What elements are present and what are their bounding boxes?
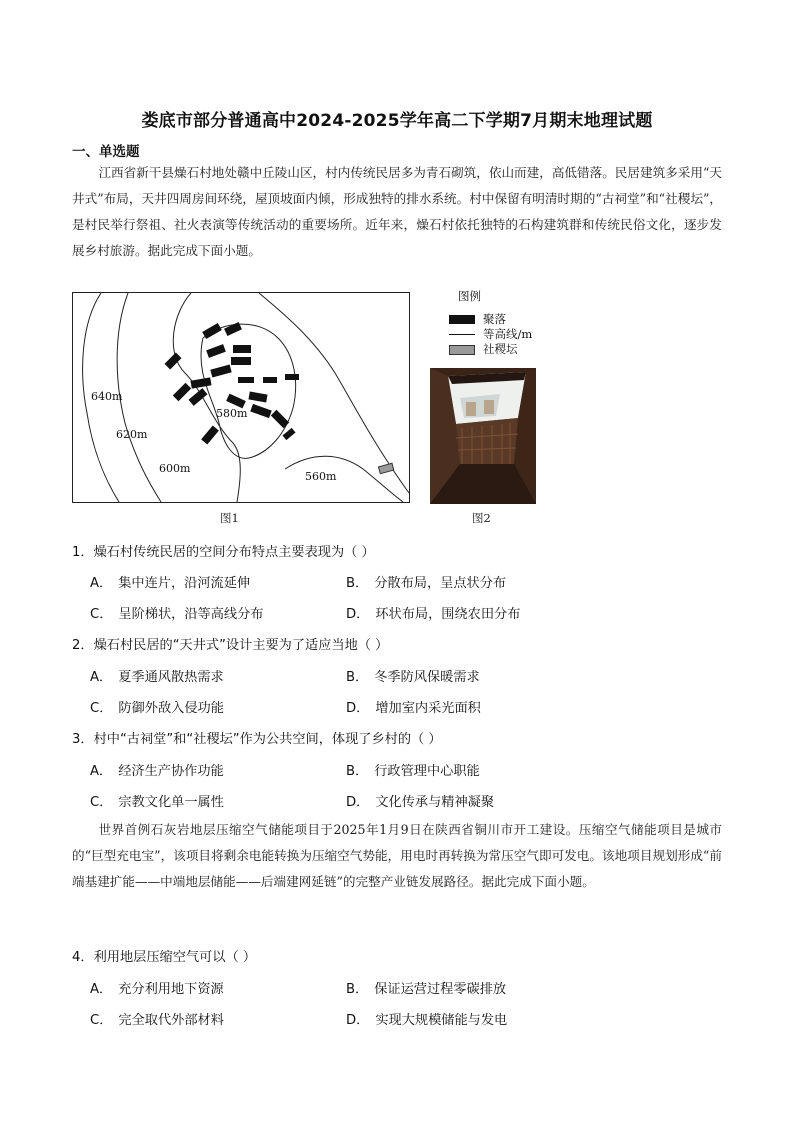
question-option: B． 分散布局，呈点状分布 — [346, 576, 507, 591]
question-option: A． 集中连片，沿河流延伸 — [90, 576, 251, 591]
contour-label-620: 620m — [116, 428, 148, 441]
question-stem: 1．燥石村传统民居的空间分布特点主要表现为（ ） — [72, 545, 375, 560]
question-option: D． 文化传承与精神凝聚 — [346, 795, 495, 810]
question-stem: 4．利用地层压缩空气可以（ ） — [72, 950, 257, 965]
question-option: C． 防御外敌入侵功能 — [90, 701, 224, 716]
contour-line-560-lower — [285, 456, 403, 502]
courtyard-photo — [430, 368, 536, 504]
question-stem: 3．村中“古祠堂”和“社稷坛”作为公共空间，体现了乡村的（ ） — [72, 732, 442, 747]
question-option: C． 呈阶梯状，沿等高线分布 — [90, 607, 264, 622]
question-option: B． 保证运营过程零碳排放 — [346, 982, 507, 997]
contour-line-symbol-icon — [449, 334, 475, 335]
altar-symbol-icon — [449, 345, 475, 355]
question-option: D． 实现大规模储能与发电 — [346, 1013, 508, 1028]
reading-passage-2: 世界首例石灰岩地层压缩空气储能项目于2025年1月9日在陕西省铜川市开工建设。压缩空气储能项目是城市的“巨型充电宝”，该项目将剩余电能转换为压缩空气势能，用电时再转换为常压空气即可发电。该地项目规划形成“前端基建扩能——中端地层储能——后端建网延链”的完整产业链发展路径。据此完成下面小题。 — [72, 822, 722, 889]
legend-item-settlement: 聚落 — [449, 312, 569, 326]
question-option: C． 完全取代外部材料 — [90, 1013, 224, 1028]
figure-1-caption: 图1 — [220, 511, 239, 525]
contour-line-580 — [201, 324, 296, 458]
contour-line-620 — [117, 293, 161, 502]
settlement-blocks — [165, 322, 299, 444]
question-option: C． 宗教文化单一属性 — [90, 795, 224, 810]
contour-line-560 — [259, 293, 409, 493]
question-option: A． 经济生产协作功能 — [90, 764, 224, 779]
contour-label-640: 640m — [91, 390, 123, 403]
contour-map — [73, 293, 409, 502]
contour-label-600: 600m — [159, 462, 191, 475]
contour-label-560: 560m — [305, 470, 337, 483]
contour-label-580: 580m — [216, 407, 248, 420]
page-title: 娄底市部分普通高中2024-2025学年高二下学期7月期末地理试题 — [141, 111, 653, 131]
question-option: B． 行政管理中心职能 — [346, 764, 480, 779]
settlement-symbol-icon — [449, 315, 475, 324]
question-option: D． 增加室内采光面积 — [346, 701, 481, 716]
question-option: B． 冬季防风保暖需求 — [346, 670, 480, 685]
figure-2-caption: 图2 — [472, 511, 491, 525]
altar-marker — [378, 463, 393, 473]
question-stem: 2．燥石村民居的“天井式”设计主要为了适应当地（ ） — [72, 638, 389, 653]
legend-title: 图例 — [458, 289, 481, 303]
question-option: D． 环状布局，围绕农田分布 — [346, 607, 521, 622]
contour-map-figure — [72, 292, 410, 503]
section-heading: 一、单选题 — [72, 144, 140, 160]
legend-item-contour: 等高线/m — [449, 327, 569, 341]
reading-passage-1: 江西省新干县燥石村地处赣中丘陵山区，村内传统民居多为青石砌筑，依山而建，高低错落。民居建筑多采用“天井式”布局，天井四周房间环绕，屋顶坡面内倾，形成独特的排水系统。村中保留有明清时期的“古祠堂”和“社稷坛”，是村民举行祭祖、社火表演等传统活动的重要场所。近年来，燥石村依托独特的石构建筑群和传统民俗文化，逐步发展乡村旅游。据此完成下面小题。 — [72, 165, 722, 258]
legend-item-altar: 社稷坛 — [449, 342, 569, 356]
question-option: A． 充分利用地下资源 — [90, 982, 224, 997]
question-option: A． 夏季通风散热需求 — [90, 670, 224, 685]
